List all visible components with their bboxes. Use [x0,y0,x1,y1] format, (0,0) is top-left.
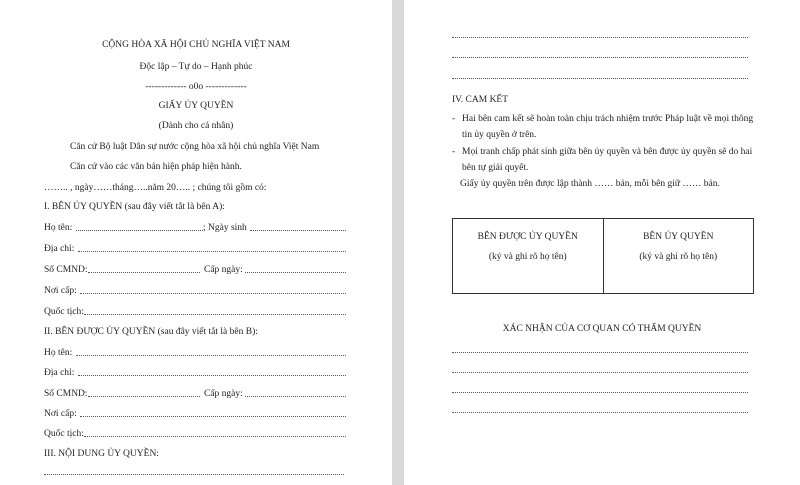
date-line: …….. , ngày……tháng…..năm 20….. ; chúng tôi gồm có: [44,183,267,193]
party-a-address-label: Địa chỉ: [44,244,75,254]
party-a-issue-date-label: Cấp ngày: [204,265,243,275]
commit-2-text: Mọi tranh chấp phát sinh giữa bên ủy quyền và bên được ủy quyền sẽ do hai bên tự giải quyết. [462,147,753,173]
party-a-issue-date-blank [245,272,346,273]
party-b-name-blank [76,355,346,356]
continued-blank-2 [452,57,748,58]
party-b-issue-place-blank [80,416,346,417]
party-b-name-label: Họ tên: [44,348,73,358]
authority-blank-3 [452,392,748,393]
document-page-right [404,0,800,485]
legal-basis-2: Căn cứ vào các văn bản hiện pháp hiện hành. [70,162,242,172]
sign-left-title: BÊN ĐƯỢC ỦY QUYỀN [477,232,578,242]
section-c-blank [44,474,344,475]
document-title: GIẤY ỦY QUYỀN [158,101,234,111]
party-a-nationality-blank [84,314,346,315]
party-b-issue-date-label: Cấp ngày: [204,389,243,399]
authority-title: XÁC NHẬN CỦA CƠ QUAN CÓ THẨM QUYỀN [502,324,702,334]
signature-table [452,218,754,294]
party-b-id-blank [88,396,200,397]
signature-cell-authorizer [603,219,754,293]
commit-title: IV. CAM KẾT [452,95,509,105]
party-a-dob-label: ; Ngày sinh [203,223,247,233]
commit-1-bullet: - [452,114,456,124]
document-page-left [0,0,392,485]
party-b-address-label: Địa chỉ: [44,368,75,378]
party-a-id-blank [88,272,200,273]
signature-cell-authorized [453,219,603,293]
document-subtitle: (Dành cho cá nhân) [158,121,234,131]
party-a-name-label: Họ tên: [44,223,73,233]
party-a-issue-place-blank [80,293,346,294]
authority-blank-1 [452,352,748,353]
party-a-nationality-label: Quốc tịch: [44,307,84,317]
party-b-id-label: Số CMND: [44,389,88,399]
copies-line: Giấy ủy quyền trên được lập thành …… bản, mỗi bên giữ …… bản. [460,179,720,189]
party-b-issue-place-label: Nơi cấp: [44,409,77,419]
party-b-nationality-label: Quốc tịch: [44,429,84,439]
party-b-address-blank [78,375,346,376]
continued-blank-1 [452,37,748,38]
sign-left-note: (ký và ghi rõ họ tên) [488,252,567,262]
party-a-address-blank [78,251,346,252]
party-b-issue-date-blank [245,396,346,397]
legal-basis-1: Căn cứ Bộ luật Dân sự nước cộng hòa xã hội chủ nghĩa Việt Nam [70,142,320,152]
party-a-name-blank [76,230,203,231]
section-a-title: I. BÊN ỦY QUYỀN (sau đây viết tắt là bên A): [44,202,225,212]
section-c-title: III. NỘI DUNG ỦY QUYỀN: [44,449,159,459]
header-motto: Độc lập – Tự do – Hạnh phúc [139,62,253,72]
party-a-issue-place-label: Nơi cấp: [44,286,77,296]
commit-2-bullet: - [452,147,456,157]
authority-blank-2 [452,372,748,373]
party-a-id-label: Số CMND: [44,265,88,275]
header-nation: CỘNG HÒA XÃ HỘI CHỦ NGHĨA VIỆT NAM [102,40,290,50]
sign-right-title: BÊN ỦY QUYỀN [643,232,714,242]
party-a-dob-blank [250,230,346,231]
party-b-nationality-blank [84,436,346,437]
section-b-title: II. BÊN ĐƯỢC ỦY QUYỀN (sau đây viết tắt là bên B): [44,327,258,337]
commit-1-text: Hai bên cam kết sẽ hoàn toàn chịu trách nhiệm trước Pháp luật về mọi thông tin ủy quyền ở trên. [462,114,754,140]
continued-blank-3 [452,78,748,79]
header-separator: ------------- o0o ------------- [145,82,247,92]
authority-blank-4 [452,412,748,413]
sign-right-note: (ký và ghi rõ họ tên) [639,252,718,262]
